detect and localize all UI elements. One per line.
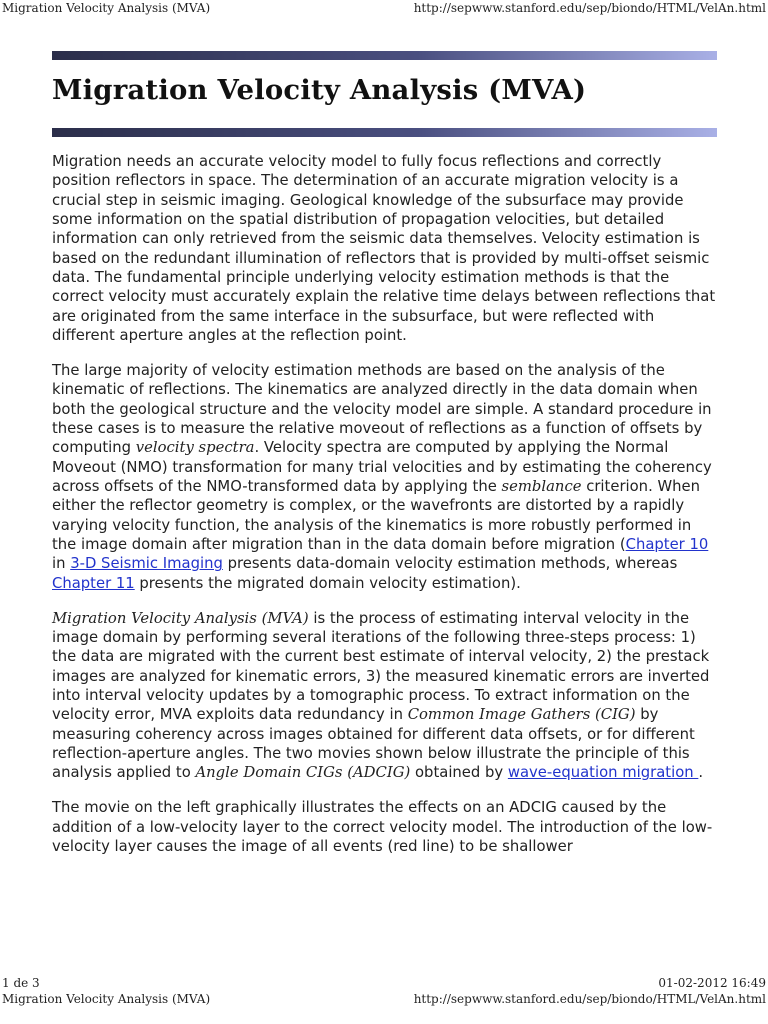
term-velocity-spectra: velocity spectra [135, 439, 255, 457]
page-number: 1 de 3 [2, 976, 40, 990]
text: The large majority of velocity estimation methods are based on the analysis of the kinematic of reflections. The kinematics are analyzed directly in the data domain when both the geological structure and the velocity model are simple. A standard procedure in these cases is to measure the relative moveout of reflections as a function of offsets by computing [52, 361, 712, 457]
text: by measuring coherency across images obtained for different data offsets, or for different reflection-aperture angles. The two movies shown below illustrate the principle of this analysis applied to [52, 706, 695, 782]
link-chapter-11[interactable]: Chapter 11 [52, 574, 135, 592]
term-cig: Common Image Gathers (CIG) [407, 706, 636, 724]
text: presents the migrated domain velocity estimation). [134, 574, 521, 592]
print-footer-url: http://sepwww.stanford.edu/sep/biondo/HTML/VelAn.html [413, 992, 766, 1006]
link-chapter-10[interactable]: Chapter 10 [625, 536, 709, 554]
print-datetime: 01-02-2012 16:49 [658, 976, 766, 990]
link-3d-seismic-imaging[interactable]: 3-D Seismic Imaging [70, 555, 223, 573]
print-footer-title: Migration Velocity Analysis (MVA) [2, 992, 211, 1006]
paragraph-movie: The movie on the left graphically illustrates the effects on an ADCIG caused by the addition of a low-velocity layer to the correct velocity model. The introduction of the low-velocity layer causes the image of all events (red line) to be shallower [52, 799, 713, 855]
page-title: Migration Velocity Analysis (MVA) [52, 74, 587, 106]
text: is the process of estimating interval velocity in the image domain by performing several iterations of the following three-steps process: 1) the data are migrated with the current best estimate of interval velocity, 2) the prestack images are analyzed for kinematic errors, 3) the measured kinematic errors are inverted into interval velocity updates by a tomographic process. To extract information on the velocity error, MVA exploits data redundancy in [52, 609, 710, 724]
text: . Velocity spectra are computed by applying the Normal Moveout (NMO) transformation for many trial velocities and by estimating the coherency across offsets of the NMO-transformed data by applying the [52, 439, 712, 495]
print-header-title: Migration Velocity Analysis (MVA) [2, 1, 211, 15]
term-mva: Migration Velocity Analysis (MVA) [52, 609, 309, 627]
term-adcig: Angle Domain CIGs (ADCIG) [195, 764, 411, 782]
paragraph-mva [52, 609, 720, 783]
paragraph-intro: Migration needs an accurate velocity model to fully focus reflections and correctly position reflectors in space. The determination of an accurate migration velocity is a crucial step in seismic imaging. Geological knowledge of the subsurface may provide some information on the spatial distribution of propagation velocities, but detailed information can only retrieved from the seismic data themselves. Velocity estimation is based on the redundant illumination of reflectors that is provided by multi-offset seismic data. The fundamental principle underlying velocity estimation methods is that the correct velocity must accurately explain the relative time delays between reflections that are originated from the same interface in the subsurface, but were reflected with different aperture angles at the reflection point. [52, 153, 716, 345]
term-semblance: semblance [501, 478, 582, 495]
text: in [52, 555, 71, 573]
text: . [698, 764, 704, 782]
link-wave-equation-migration[interactable]: wave-equation migration [507, 764, 699, 782]
print-header-url: http://sepwww.stanford.edu/sep/biondo/HTML/VelAn.html [413, 1, 766, 15]
text: obtained by [410, 764, 508, 782]
bottom-gradient-bar [52, 128, 717, 137]
print-header [0, 1, 768, 17]
article-body [52, 152, 720, 872]
text: criterion. When either the reflector geometry is complex, or the wavefronts are distorted by a rapidly varying velocity function, the analysis of the kinematics is more robustly performed in the image domain after migration than in the data domain before migration ( [52, 478, 700, 554]
text: presents data-domain velocity estimation methods, whereas [222, 555, 678, 573]
print-footer [0, 976, 768, 1024]
paragraph-kinematics [52, 361, 720, 593]
top-gradient-bar [52, 51, 717, 60]
